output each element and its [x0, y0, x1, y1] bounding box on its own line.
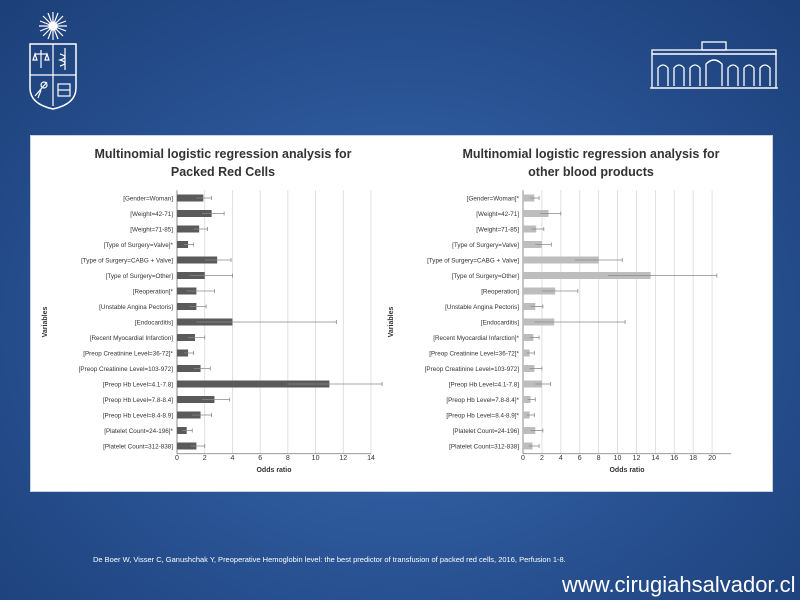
prc-category-label: [Preop Hb Level=4.1-7.8]	[102, 381, 173, 389]
prc-category-label: [Weight=42-71]	[130, 211, 173, 218]
obp-x-tick-label: 16	[670, 455, 679, 462]
prc-chart	[42, 147, 382, 474]
citation-text: De Boer W, Visser C, Ganushchak Y, Preoperative Hemoglobin level: the best predictor of transfusion of packed red cells, 2016, Perfusion 1-8.	[93, 555, 566, 564]
obp-x-tick-label: 2	[539, 455, 544, 462]
obp-x-tick-label: 12	[632, 455, 641, 462]
obp-category-label: [Platelet Count=24-196]	[452, 428, 519, 435]
telescope-icon	[35, 82, 47, 98]
prc-x-tick-label: 14	[367, 455, 375, 462]
obp-category-label: [Weight=42-71]	[476, 211, 519, 218]
obp-category-label: [Preop Creatinine Level=103-972]	[424, 366, 519, 373]
website-url: www.cirugiahsalvador.cl	[562, 572, 796, 597]
obp-category-label: [Preop Hb Level=7.8-8.4]*	[446, 397, 519, 404]
obp-x-tick-label: 0	[521, 455, 525, 462]
prc-x-tick-label: 12	[339, 455, 348, 462]
obp-x-tick-label: 8	[596, 455, 601, 462]
obp-category-label: [Recent Myocardial Infarction]*	[433, 335, 519, 342]
obp-category-label: [Platelet Count=312-838]	[449, 443, 519, 451]
university-crest-logo	[26, 10, 80, 110]
obp-x-tick-label: 18	[689, 455, 698, 462]
obp-chart	[388, 147, 731, 474]
obp-y-axis-title: Variables	[388, 306, 395, 338]
prc-x-tick-label: 0	[175, 455, 179, 462]
caduceus-icon	[60, 48, 65, 70]
hospital-building-logo	[650, 40, 778, 90]
books-icon	[58, 84, 70, 96]
prc-category-label: [Type of Surgery=Valve]*	[103, 242, 173, 249]
chart-panel	[30, 135, 773, 492]
prc-category-label: [Gender=Woman]	[123, 195, 173, 203]
obp-category-label: [Preop Hb Level=4.1-7.8]	[448, 381, 519, 389]
star-burst-icon	[39, 12, 67, 40]
prc-chart-title-line: Multinomial logistic regression analysis for	[94, 147, 352, 161]
scales-icon	[33, 50, 49, 68]
prc-category-label: [Type of Surgery=CABG + Valve]	[81, 257, 173, 265]
prc-category-label: [Type of Surgery=Other]	[105, 273, 173, 280]
prc-x-axis-title: Odds ratio	[256, 467, 292, 474]
prc-x-tick-label: 8	[285, 455, 290, 462]
prc-x-tick-label: 4	[230, 455, 235, 462]
obp-chart-title-line: other blood products	[528, 165, 654, 179]
prc-category-label: [Recent Myocardial Infarction]	[89, 335, 173, 342]
obp-category-label: [Preop Hb Level=8.4-8.9]*	[446, 412, 519, 420]
obp-x-tick-label: 20	[708, 455, 716, 462]
prc-category-label: [Preop Creatinine Level=103-972]	[78, 366, 173, 373]
prc-category-label: [Weight=71-85]	[130, 226, 173, 234]
obp-category-label: [Preop Creatinine Level=36-72]*	[429, 350, 519, 358]
charts-canvas	[31, 136, 772, 491]
prc-category-label: [Endocarditis]	[134, 319, 173, 327]
prc-category-label: [Platelet Count=312-838]	[103, 443, 173, 451]
prc-category-label: [Platelet Count=24-196]*	[104, 428, 173, 435]
obp-category-label: [Type of Surgery=Valve]	[452, 242, 519, 249]
prc-category-label: [Unstable Angina Pectoris]	[99, 304, 173, 311]
obp-x-tick-label: 4	[558, 455, 563, 462]
obp-chart-title-line: Multinomial logistic regression analysis for	[462, 147, 720, 161]
obp-x-tick-label: 6	[577, 455, 582, 462]
obp-category-label: [Type of Surgery=Other]	[451, 273, 519, 280]
obp-category-label: [Gender=Woman]*	[466, 195, 519, 203]
obp-category-label: [Endocarditis]	[480, 319, 519, 327]
prc-category-label: [Reoperation]*	[132, 288, 173, 296]
prc-category-label: [Preop Creatinine Level=36-72]*	[83, 350, 173, 358]
prc-category-label: [Preop Hb Level=8.4-8.9]	[102, 412, 173, 420]
prc-x-tick-label: 10	[311, 455, 320, 462]
prc-x-tick-label: 2	[202, 455, 207, 462]
prc-category-label: [Preop Hb Level=7.8-8.4]	[102, 397, 173, 404]
obp-x-tick-label: 10	[613, 455, 622, 462]
obp-category-label: [Weight=71-85]	[476, 226, 519, 234]
obp-x-tick-label: 14	[651, 455, 660, 462]
obp-x-axis-title: Odds ratio	[609, 467, 645, 474]
building-windows-icon	[658, 60, 770, 86]
obp-category-label: [Unstable Angina Pectoris]	[445, 304, 519, 311]
prc-chart-title-line: Packed Red Cells	[170, 165, 276, 179]
prc-y-axis-title: Variables	[42, 306, 49, 338]
obp-category-label: [Reoperation]	[481, 288, 519, 296]
obp-category-label: [Type of Surgery=CABG + Valve]	[427, 257, 519, 265]
prc-x-tick-label: 6	[258, 455, 263, 462]
